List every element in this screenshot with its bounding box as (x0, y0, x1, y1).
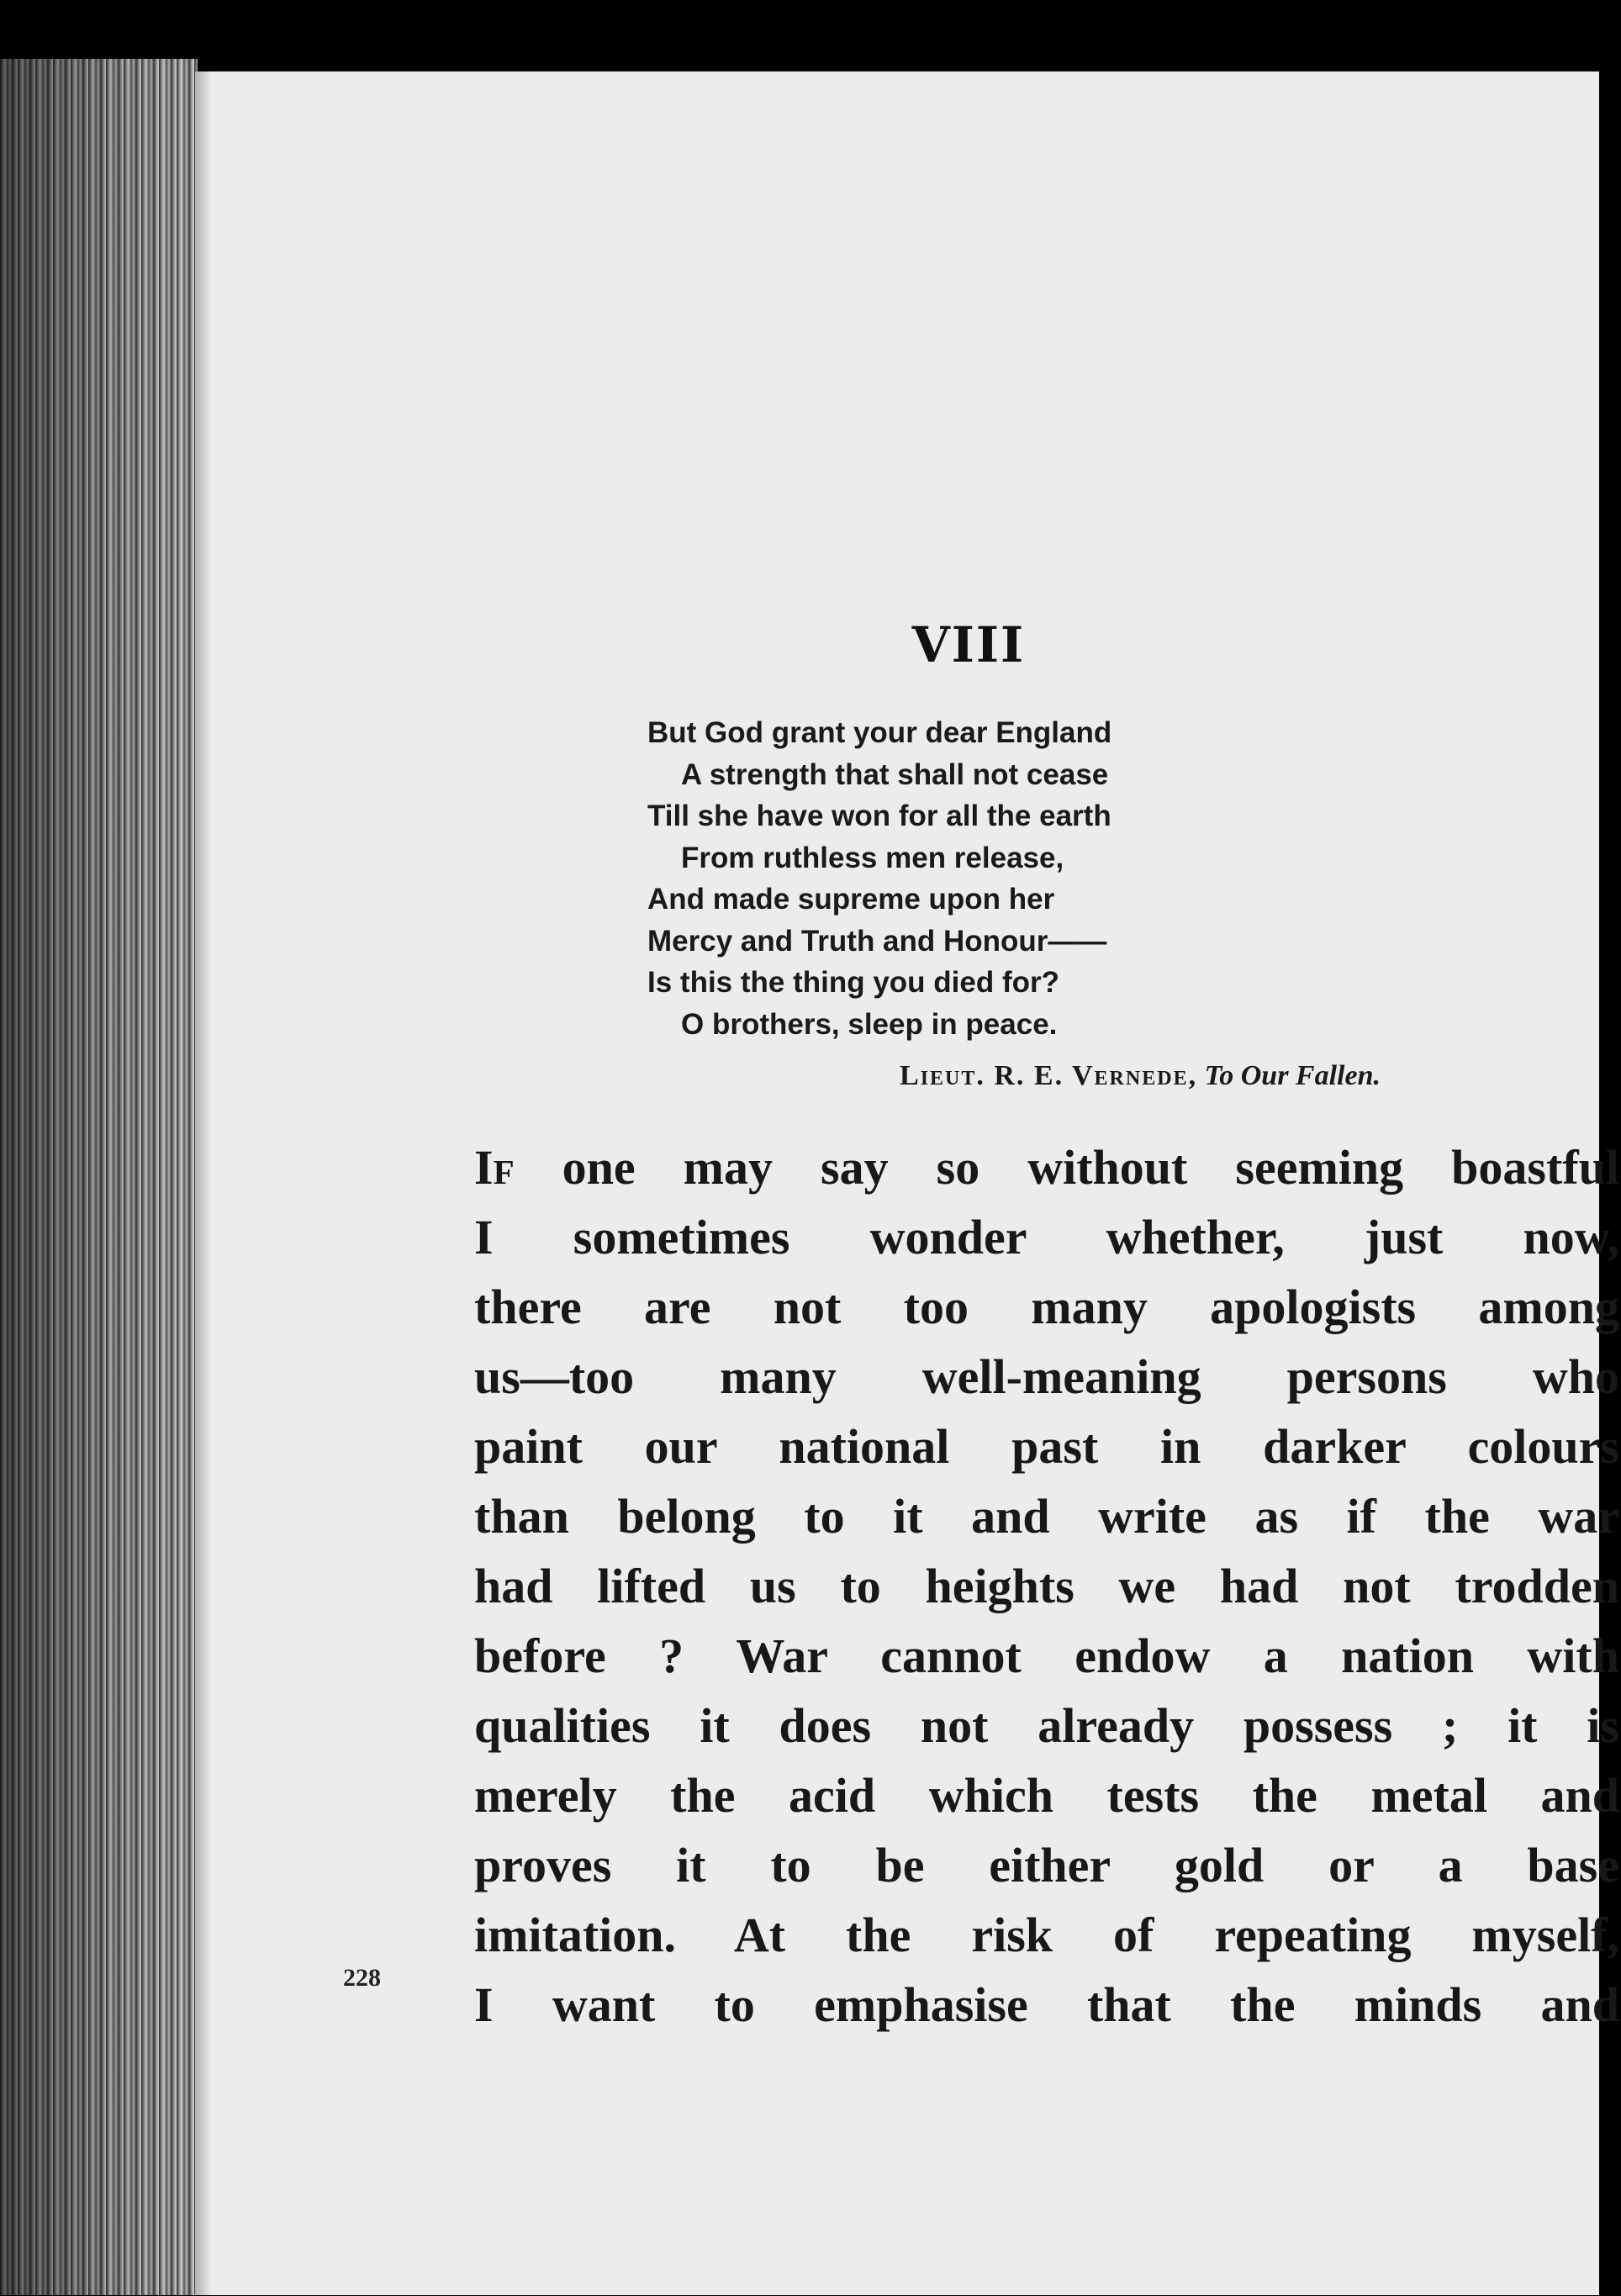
poem-line: Is this the thing you died for? (647, 966, 1059, 999)
text-line: us—too many well-meaning persons who (474, 1349, 1619, 1404)
poem-line: And made supreme upon her (647, 883, 1055, 916)
book-page (195, 71, 1619, 2295)
text-line: than belong to it and write as if the war (474, 1489, 1619, 1544)
book-page-edges (0, 59, 198, 2295)
attribution-author: Lieut. R. E. Vernede, (900, 1060, 1198, 1091)
text-line: had lifted us to heights we had not trodden (474, 1559, 1619, 1613)
text-line: before ? War cannot endow a nation with (474, 1628, 1619, 1683)
chapter-heading: VIII (911, 616, 1026, 673)
attribution-work-title: To Our Fallen. (1204, 1060, 1381, 1091)
poem-line: Till she have won for all the earth (647, 800, 1111, 832)
epigraph-attribution (195, 1060, 1381, 1092)
text-line: merely the acid which tests the metal and (474, 1768, 1619, 1823)
poem-line: Mercy and Truth and Honour—— (647, 924, 1107, 958)
text-line: I want to emphasise that the minds and (474, 1977, 1619, 2032)
page-gutter-shadow (195, 71, 212, 2295)
text-line: there are not too many apologists among (474, 1280, 1619, 1334)
text-line: proves it to be either gold or a base (474, 1838, 1619, 1892)
body-text (474, 1132, 1619, 2040)
epigraph-poem (647, 712, 1404, 1045)
text-line: I sometimes wonder whether, just now, (474, 1210, 1619, 1264)
text-line-content: one may say so without seeming boastful (514, 1140, 1619, 1195)
text-line: imitation. At the risk of repeating myself, (474, 1908, 1619, 1962)
poem-line: But God grant your dear England (647, 716, 1112, 749)
page-number: 228 (343, 1964, 381, 1992)
poem-line: O brothers, sleep in peace. (681, 1007, 1058, 1041)
poem-line: From ruthless men release, (681, 841, 1064, 874)
text-line: paint our national past in darker colours (474, 1419, 1619, 1474)
opening-small-caps: If (474, 1140, 515, 1195)
poem-line: A strength that shall not cease (681, 757, 1109, 791)
text-line: qualities it does not already possess ; it is (474, 1698, 1619, 1753)
text-line (474, 1132, 1619, 1202)
